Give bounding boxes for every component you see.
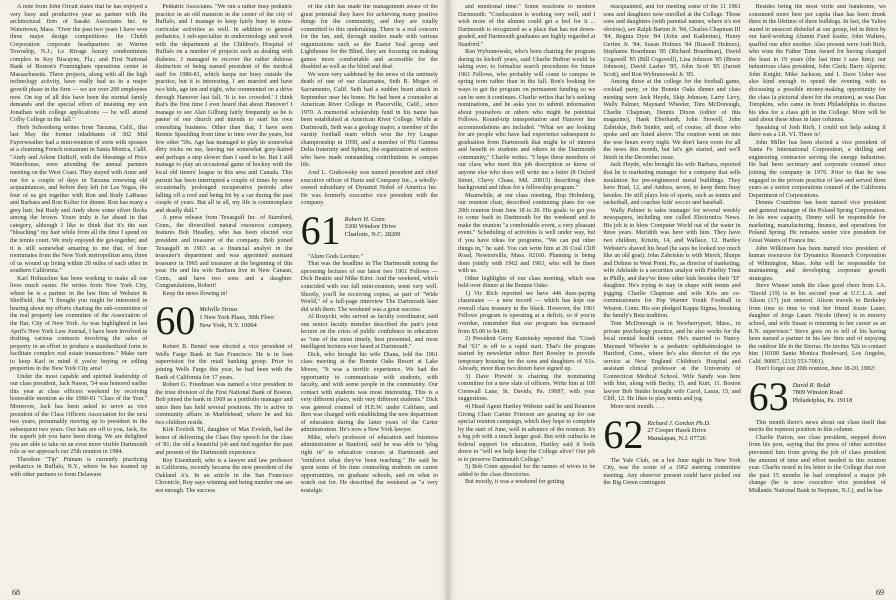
body-paragraph: 2) President Gerry Kaminsky reported that "Crash Pad '61" is off to a rapid start. That's the program started by newsletter editor Bert Rowley to provide temporary housing for the sons and daughters of '61s. Already, more than two dozen have signed up. <box>458 336 596 373</box>
body-paragraph: Dennis Crumbine has been named vice president and general manager of the Poland Spring Corporation. In his new capacity, Denny will be responsible for marketing, manufacturing, finance, and operations for Poland Spring. He remains senior vice president for Great Waters of France Inc. <box>748 200 886 244</box>
body-paragraph: 1) Vic Rich reported we have 446 dues-paying classmates — a new record — which has kept our overall class treasury in the black. However, the 1961 Fellows program is operating at a deficit, so if you're overdue, remember that our program has increased from $3.00 to $4.00. <box>458 290 596 335</box>
right-page <box>448 0 896 600</box>
body-paragraph: Robert G. Freedman was named a vice president in the trust division of the First National Bank of Boston. Bob joined the bank in 1969 as a portfolio manager and since then has held several positions. He is active in community affairs in Marblehead, where he and his two children reside. <box>155 382 293 426</box>
column <box>155 4 292 584</box>
body-paragraph: "Alum Gods Lecture." <box>307 253 363 260</box>
body-paragraph: Steve Wiener sends the class good cheer from LA. "David (19) is in his second year at U.C.L.A. and Alison (17) just entered. Alison travels to Berkeley from time to time to visit her friend Jessie Lauer, daughter of Jorge Lauer. Nicole (three) is in nursery school, and wife Susan is returning to her career as an R.N. supervisor." Steve goes on to tell of his having been named a partner in his law firm and of enjoying the outdoor life in the Sierras. He invites '62s to contact him (10100 Santa Monica Boulevard, Los Angeles, Calif. 90067, (213) 553-7001). <box>748 283 886 365</box>
secretary-name: Richard J. Gordon Ph.D. <box>647 419 711 427</box>
body-paragraph: More next month. . . . <box>610 403 664 410</box>
body-paragraph: Speaking of Josh Rich, I could not help asking if there was a J.R. VI. There is! <box>748 124 886 139</box>
address-line: Philadelphia, Pa. 19118 <box>792 396 853 404</box>
class-year-header <box>155 298 292 344</box>
body-paragraph: Pediatric Associates. "We run a rather busy pediatric practice in an old mansion in the center of the city of Buffalo, and I manage to keep fairly busy in extra-curricular activities as well. In addition to general pediatrics, I sub-specialize in endocrinology and work with the department at the Children's Hospital of Buffalo on a number of projects such as dealing with diabetes. I managed to recover the rather dubious distinction of being named president of the medical staff for 1980-81, which keeps me busy outside the practice, but it is interesting. I am married and have two kids, age ten and eight, who commented on a drive through Hanover last fall, 'It is too crowded.' I think that's the first time I ever heard that about Hanover! I manage to see Alan Gilburg fairly frequently as he is pastor of our church and intends to start his own consulting business. Other than that, I have seen Rennie Spaulding from time to time over the years, but few other '59s. Age has managed to play its somewhat dirty tricks on me, leaving me somewhat grey-haired and perhaps a step slower than I used to be. But I still manage to play an occasional game of hockey with the local old timers' league in this area and Canada. This pursuit has been interrupted a couple of times by some occasionally prolonged recuperative periods after falling off a roof and being hit by a car during the past couple of years. But all in all, my life is commonplace and deadly dull." <box>155 4 293 214</box>
body-paragraph: Ron Wybranowski, who's been chairing the program during its kickoff years, said Charlie Bufton would be taking over, to formalize search procedures for future 1961 Fellows, who probably will come to campus in spring term rather than in the fall. Ron's looking for ways to get the program on permanent funding so we can be sure it continues. Charlie writes that he's seeking nominations, and he asks you to submit information about yourselves or others who might be potential Fellows. Round-trip transportation and Hanover Inn accommodations are included. "What we are looking for are people who have had experience subsequent to graduation from Dartmouth that might be of interest and benefit to students and others in the Dartmouth community," Charlie writes. "I hope these members of our class who meet this job description or know of anyone else who does will write me a letter (8 Oxford Street, Chevy Chase, Md. 20815) describing their background and ideas for a fellowship program." <box>458 49 596 192</box>
class-year-number: 63 <box>748 373 789 419</box>
class-secretary-address <box>647 417 710 443</box>
body-paragraph: Al Rozycki, who served as faculty coordinator, said one senior faculty member described the pair's joint lecture on the crisis of public confidence in education as "one of the most timely, best presented, and most intelligent lectures ever heard at Dartmouth." <box>300 314 438 351</box>
column <box>603 4 740 584</box>
body-paragraph: Keep the news flowing in! <box>162 290 228 297</box>
body-paragraph: Mike, who's professor of education and business administration at Stanford, said he was able to "plug right in" to education courses at Dartmouth and "reinforce what they've been teaching." He said he spent some of his time counseling students on career opportunities, on graduate schools, and on what to watch out for. He described the weekend as "a very nostalgic <box>300 434 438 494</box>
class-year-number: 60 <box>155 298 196 344</box>
body-paragraph: reacquainted, and for meeting some of the 11 1961 sons and daughters now enrolled at the College. Those sons and daughters (with parental names, where it's not obvious), are Ralph Barton Jr. '84, Charles Chapman III '84, Regina Dyer '84 (John and Katherine), Henry Gerfen Jr. '84, Susan Holmes '84 (Russell Holmes), Stephanie Boardman '85 (Richard Boardman), David Cogswell '85 (Bill Cogswell), Lisa Johnson '85 (Bruce Johnson), David Lasher '85, John Scott '85 (Jarrett Scott), and Ron Wybranowski Jr. '85. <box>603 4 741 78</box>
class-year-header <box>603 411 740 457</box>
body-paragraph: Kirk Eveleth '81, daughter of Max Eveleth, had the honor of delivering the Class Day speech for the class of '81; the old a beautiful job and tied together the past and present of the Dartmouth experience. <box>155 427 293 456</box>
body-paragraph: of the club has made the management aware of the great potential they have for achieving many positive things for the community, and they are totally committed to this undertaking. There is a real concern for the fan, and, through studies made with various organizations such as the Easter Seal group and Lighthouse for the Blind, they are focusing on making games more comfortable and accessible for the disabled as well as the blind and deaf. <box>300 4 438 71</box>
body-paragraph: Under the most capable and spirited leadership of our class president, Jack Nason, '54 was honored earlier this year at class officers weekend by receiving honorable mention as the 1980-81 "Class of the Year." Moreover, Jack has been asked to serve as vice president of the Class Officers Association for the next two years, presumably moving up to president in the subsequent two years. Our hats are off to you, Jack, for the superb job you have been doing. We are delighted you are able to take on an even more visible Dartmouth role as we approach our 25th reunion in 1984. <box>10 373 148 456</box>
left-page-columns <box>10 4 438 584</box>
body-paragraph: Wally Palmer is sales manager for several weekly newspapers, including one called Electronics News. His job is to blow Computer World out of the water in three years. Meridith was here with him. They have two children, Kristin, 14, and Wallace, 12. Hartley Webster's shaved his head (he says he looked too much like an old goat). John Zabriskie is with Merck, Sharpe and Dohme in West Point, Pa., as director of marketing, wife Adelaide is a securities analyst with Fidelity Trust in Philly, and they've three other kids besides their "D" daughter. He's trying to stay in shape with tennis and jogging. Charlie Chapman and wife Kris are co-commissioners for Pop Warner Youth Football in Weston. Conn. His son pledged Kappa Sigma, breaking the family's Beta tradition. <box>603 207 741 320</box>
body-paragraph: Dick, who brought his wife Diana, told the 1961 class meeting at the Bonnie Oaks Resort at Lake Moore, "It was a terrific experience. We had the opportunity to communicate with students, with faculty, and with some people in the community. Our contact with students was most interesting. This is a very different place, with very different students." Dick was general counsel of H.E.W. under Califano, and then was charged with establishing the new department of education during the latter years of the Carter administration. He's now a New York lawyer. <box>300 351 438 434</box>
body-paragraph: But mostly, it was a weekend for getting <box>465 479 565 486</box>
body-paragraph: Charlie Parton, our class president, stepped down from his post, saying that the press of other activities prevented him from giving the job of class president the amount of time and effort needed in this reunion year. Charlie noted in his letter to the College that over the past 15 months he had completed a major job change (he is now executive vice president of Midlantic National Bank in Neptune, N.J.), and he has <box>748 434 886 494</box>
body-paragraph: 4) Head Agent Hartley Webster said he and Reunion Giving Chair Cartter Frierson are gearing up for our special reunion campaign, which they hope to complete by the start of June, well in advance of the reunion. It's a big job with a much larger goal. But with cutbacks in federal support for education, Hartley said it boils down to "will we help keep the College alive? Our job is to preserve Dartmouth College." <box>458 403 596 463</box>
column <box>749 4 886 584</box>
address-line: 27 Cooper Hawk Drive <box>647 427 707 435</box>
body-paragraph: Among those at the college for the football game, cocktail party, or the Bonnie Oaks dinner and class meeting were Jack Heyde, Skip Johnson, Larry Levy, Wally Palmer, Maynard Wheeler, Tom McDonough, Charlie Chapman, Dennis Dixon (editor of this magazine), Hank Eberhardt, John Stowell, John Zabriskie, Bob Snider, and, of course, all those who spoke and are listed above. The reunion went on into the wee hours every night. We don't have room for all the news this month, but let's get started, and we'll finish in the December issue. <box>603 79 741 161</box>
body-paragraph: Jack Heyde, who brought his wife Barbara, reported that he is marketing manager for a company that sells insulation for pre-engineered metal buildings. They have Brad, 12, and Andrea, seven, to keep them busy besides. He still plays lots of sports, such as tennis and racketball, and coaches kids' soccer and baseball. <box>603 162 741 207</box>
body-paragraph: John Wilkinson has been named vice president of human resources for Dynamics Research Corporation of Wilmington, Mass. John will be responsible for maintaining and developing corporate growth strategies. <box>748 245 886 282</box>
body-paragraph: We were very saddened by the news of the untimely death of one of our classmates, Seth R. Mogee of Sacramento, Calif. Seth had a sudden heart attack in September near his home. He had been a counselor at American River College in Placerville, Calif., since 1970. A memorial scholarship fund in his name has been established at American River College. While at Dartmouth, Seth was a geology major, a member of the varsity football team which won the Ivy League championship in 1958, and a member of Phi Gamma Delta fraternity and Sphinx, the organization of seniors who have made outstanding contributions to campus life. <box>300 71 438 169</box>
body-paragraph: 3) Dave Prewitt is chairing the nominating committee for a new slate of officers. Write him at 100 Cornwall Lane, St. Davids, Pa. 19087, with your suggestions. <box>458 373 596 403</box>
body-paragraph: The Yale Club, on a hot June night in New York City, was the scene of a 1962 steering committee meeting. Any observer present could have picked out the Big Green contingent <box>603 457 741 487</box>
secretary-name: David R. Boldt <box>792 381 831 389</box>
body-paragraph: Tom McDonough is in Newberryport, Mass., in private psychology practice, and he also works for the local mental health center. He's married to Nancy. Maynard Wheeler is a pediatric ophthalmologist in Hartford, Conn., where he's also director of the eye service at New England Children's Hospital and assistant clinical professor at the University of Connecticut Medical School. Wife Sandy was here with him, along with Becky, 15, and Kurt, 11. Boston lawyer Bob Snider brought wife Carol, Laura, 15, and Cliff, 12. He likes to play tennis and jog. <box>603 320 741 403</box>
address-line: 7809 Winston Road <box>792 389 843 397</box>
body-paragraph: Meanwhile, at our class meeting, Hop Holmberg, our reunion chair, described continuing plans for our 20th reunion from June 18 to 20. His goals: to get you to come back to Dartmouth for the weekend and to make the reunion "a comfortable event, a very pleasant event." Scheduling of activities is well under way, but if you have ideas for programs, "We can put other things in," he said. You can write him at 26 Coal Cliff Road, Newtonville, Mass. 02160. Planning is being done jointly with 1962 and 1963, who will be there with us. <box>458 192 596 275</box>
body-paragraph: Roy Eisenhardt, who is a lawyer and law professor in California, recently became the new president of the Oakland A's. In an article in the San Francisco Chronicle, Roy says winning and being number one are not enough. The success <box>155 457 293 494</box>
body-paragraph: John Miller has been elected a vice president of Santa Fe International Corporation, a drilling and engineering contractor serving the energy industries. He had been secretary and corporate counsel since joining the company in 1976. Prior to that he was engaged in the private practice of law and served three years as a senior corporations counsel of the California Department of Corporations. <box>748 139 886 199</box>
body-paragraph: and emotional time." Some reactions to modern Dartmouth: "Coeducation is working very well, and I wish more of the alumni could get a feel for it ... Dartmouth is recognized as a place that has not down-graded, and Dartmouth graduates are highly regarded at Stanford." <box>458 4 596 48</box>
secretary-name: Robert H. Conn <box>344 215 385 223</box>
class-secretary-address <box>199 303 274 329</box>
page-number: 69 <box>876 588 884 597</box>
class-year-number: 61 <box>300 207 341 253</box>
body-paragraph: Theodore "Tip" Putnam is currently practicing pediatrics in Buffalo, N.Y., where he has teamed up with other partners to form Delaware <box>10 456 148 478</box>
body-paragraph: Karl Holtzschue has been working to make all our lives much easier. He writes from New York City, where he is a partner in the law firm of Webster & Sheffield, that "I thought you might be interested in hearing about my efforts chairing the sub-committee of the real property law committee of the Association of the Bar, City of New York. As was highlighted in last April's New York Law Journal, I have been involved in drafting various contracts involving the sales of property in an effort to produce a standardized form to facilitate complex real estate transactions." Make sure to keep Karl in mind if you're buying or selling properties in the New York City area! <box>10 275 148 373</box>
body-paragraph: This month there's news about our class itself that merits the topmost position in this column. <box>748 419 886 434</box>
column <box>301 4 438 584</box>
address-line: Charlotte, N.C. 28209 <box>344 230 401 238</box>
body-paragraph: A note from John Orcutt states that he has enjoyed a very busy and productive year as partner with the architectural firm of Sasaki Associates Inc. in Watertown, Mass. "Over the past two years I have won three major design competitions: the Chubb Corporation corporate headquarters in Warren Township, N.J.; Le Rivage luxury condominium complex in Key Biscayne, Fla.; and First National Bank of Boston's Framingham operations center in Massachusetts. Three projects, along with all the high technology activity, have really had us in a major growth phase in the firm — we are over 200 employees now. On top of all this have been the normal family demands and the special effort of insisting my son Jonathan with college applications — he will attend Colby College in the fall." <box>10 4 148 124</box>
body-paragraph: Other highlights of our class meeting, which was held over dinner at the Bonnie Oaks: <box>458 275 596 290</box>
secretary-name: Melville Straus <box>199 306 238 314</box>
body-paragraph: Don't forget our 20th reunion, June 18-20, 1982! <box>755 366 876 373</box>
column <box>10 4 147 584</box>
body-paragraph: That was the headline in The Dartmouth noting the upcoming lectures of our latest two 1961 Fellows — Dick Beattie and Mike Kirst. And the weekend, which coincided with our fall mini-reunion, went very well. Shortly, you'll be receiving copies, as part of "Wide World," of a full-page interview The Dartmouth later did with them. The weekend was a great success. <box>300 261 438 313</box>
body-paragraph: Axel L. Grabowsky was named president and chief executive officer of Hartz and Company Inc., a wholly-owned subsidiary of Dynamit Nobel of America Inc. He was formerly executive vice president with the company. <box>300 170 438 207</box>
right-page-columns <box>458 4 886 584</box>
address-line: New York, N.Y. 10004 <box>199 321 257 329</box>
body-paragraph: Robert B. Bentel was elected a vice president of Wells Fargo Bank in San Francisco. He is in loan supervision for the retail banking group. Prior to joining Wells Fargo this year, he had been with the Bank of California for 17 years. <box>155 344 293 381</box>
body-paragraph: A press release from Texasgulf Inc. of Stamford, Conn., the diversified natural resources company, features Bob Headley, who has been elected vice president and treasurer of the company. Bob joined Texasgulf in 1963 as a financial analyst in the treasurer's department and was appointed assistant treasurer in 1965 and treasurer at the beginning of this year. He and his wife Barbara live in New Canaan, Conn., and have two sons and a daughter. Congratulations, Robert! <box>155 215 293 290</box>
body-paragraph: Herb Schoenberg writes from Tarzana, Calif., that last May the former inhabitants of 302 Mid Fayerweather had a mini-reunion of sorts with spouses at a charming French restaurant in Santa Monica, Calif. "Andy and Arlene DuBoff, with the blessings of Price Waterhouse, were attending the annual partners meeting on the West Coast. They stayed with Anne and me for a couple of days in Tarzana renewing old acquaintances, and before they left for Las Vegas, the four of us got together with Ron and Rudy LaRusso and Barbara and Ron Kolter for dinner. Ron has many a grey hair, but Rudy and Andy show some silver flecks among the brown. Yours truly is far ahead in that category, although I like to think that it's the sun "bleaching" my hair while from all the time I spend on the tennis court. We truly enjoyed the get-together, and it is still somewhat amazing to me that, of four roommates from the New York metropolitan area, three of us wound up living within 20 miles of each other in southern California." <box>10 124 148 275</box>
class-year-header <box>748 373 886 419</box>
column <box>458 4 595 584</box>
body-paragraph: Besides being the most virile and handsome, we consumed more beer per capita than has been drunk there in the lifetime of three bulldogs. In fact, the Yalies stared in unsecret disbelief at our group, led in thirst by our hard-working Alumni Fund leader, John Walters, quaffed one after another. Also present were Josh Rich, who wins the Father Time Award for having changed the least in 19 years (the last time I saw him); our industrious class president, John Clark; Barry Alperin; John Knight; Mike Jackson; and I. Dave Usher was also kind enough to spend the evening with us discussing a possible money-making opportunity for the class (a pictorial sheet for the reunion), as was Dan Tompkins, who came in from Philadelphia to discuss his idea for a class gift to the College. More will be said about these ideas in later columns. <box>748 4 886 124</box>
body-paragraph: 5) Bob Conn appealed for the names of wives to be added to the class directories. <box>458 464 596 478</box>
address-line: Manalapan, N.J. 07726 <box>647 434 706 442</box>
class-year-header <box>300 207 438 253</box>
class-year-number: 62 <box>603 411 644 457</box>
address-line: 3300 Windsor Drive <box>344 223 397 231</box>
class-secretary-address <box>793 379 853 405</box>
address-line: 1 New York Plaza, 30th Floor <box>199 313 275 321</box>
class-secretary-address <box>345 213 401 239</box>
page-number: 68 <box>12 588 20 597</box>
